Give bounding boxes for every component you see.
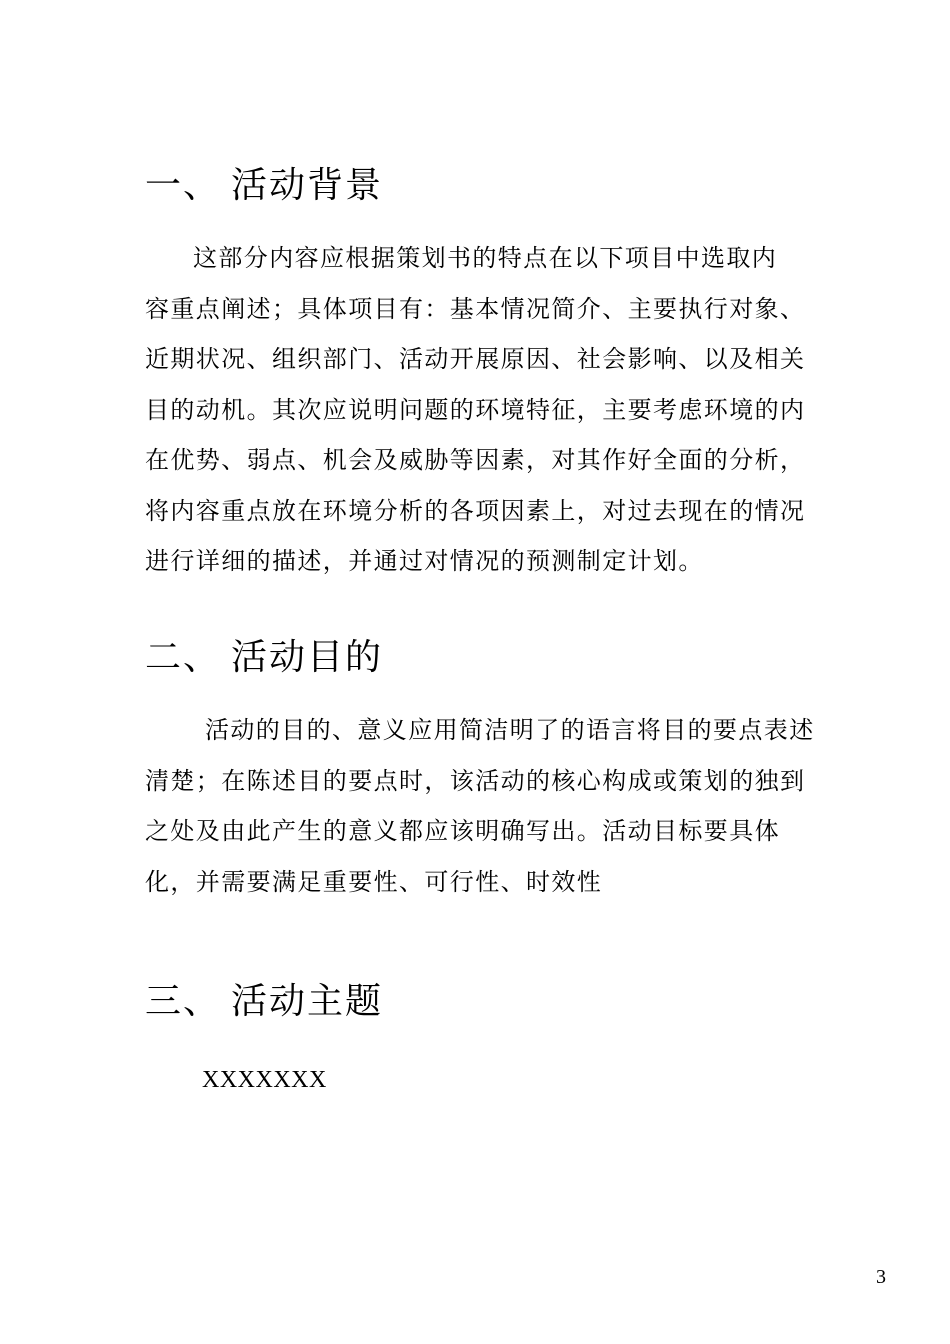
section-heading-background (145, 164, 383, 208)
section-number: 二、 (145, 637, 222, 678)
section-body-theme: XXXXXXX (202, 1067, 327, 1093)
body-line: 化，并需要满足重要性、可行性、时效性 (145, 867, 603, 896)
section-title: 活动背景 (231, 165, 384, 206)
section-heading-purpose (145, 636, 383, 680)
section-heading-theme (145, 980, 383, 1024)
body-line: 在优势、弱点、机会及威胁等因素，对其作好全面的分析， (145, 446, 806, 474)
section-number: 一、 (145, 165, 222, 206)
body-line: 活动的目的、意义应用简洁明了的语言将目的要点表述 (205, 716, 815, 744)
section-title: 活动目的 (231, 637, 384, 678)
body-line: 清楚；在陈述目的要点时，该活动的核心构成或策划的独到 (145, 766, 806, 795)
body-line: 容重点阐述；具体项目有：基本情况简介、主要执行对象、 (145, 294, 806, 323)
body-line: 之处及由此产生的意义都应该明确写出。活动目标要具体 (145, 817, 780, 845)
section-title: 活动主题 (231, 981, 384, 1022)
section-number: 三、 (145, 981, 222, 1022)
section-body-background (145, 233, 810, 587)
body-line: 目的动机。其次应说明问题的环境特征，主要考虑环境的内 (145, 395, 806, 424)
page-number: 3 (876, 1266, 886, 1288)
body-line: 进行详细的描述，并通过对情况的预测制定计划。 (145, 547, 704, 575)
body-line: 将内容重点放在环境分析的各项因素上，对过去现在的情况 (145, 496, 806, 525)
body-line: 这部分内容应根据策划书的特点在以下项目中选取内 (193, 244, 778, 272)
section-body-purpose (145, 705, 815, 907)
body-line: 近期状况、组织部门、活动开展原因、社会影响、以及相关 (145, 345, 806, 373)
